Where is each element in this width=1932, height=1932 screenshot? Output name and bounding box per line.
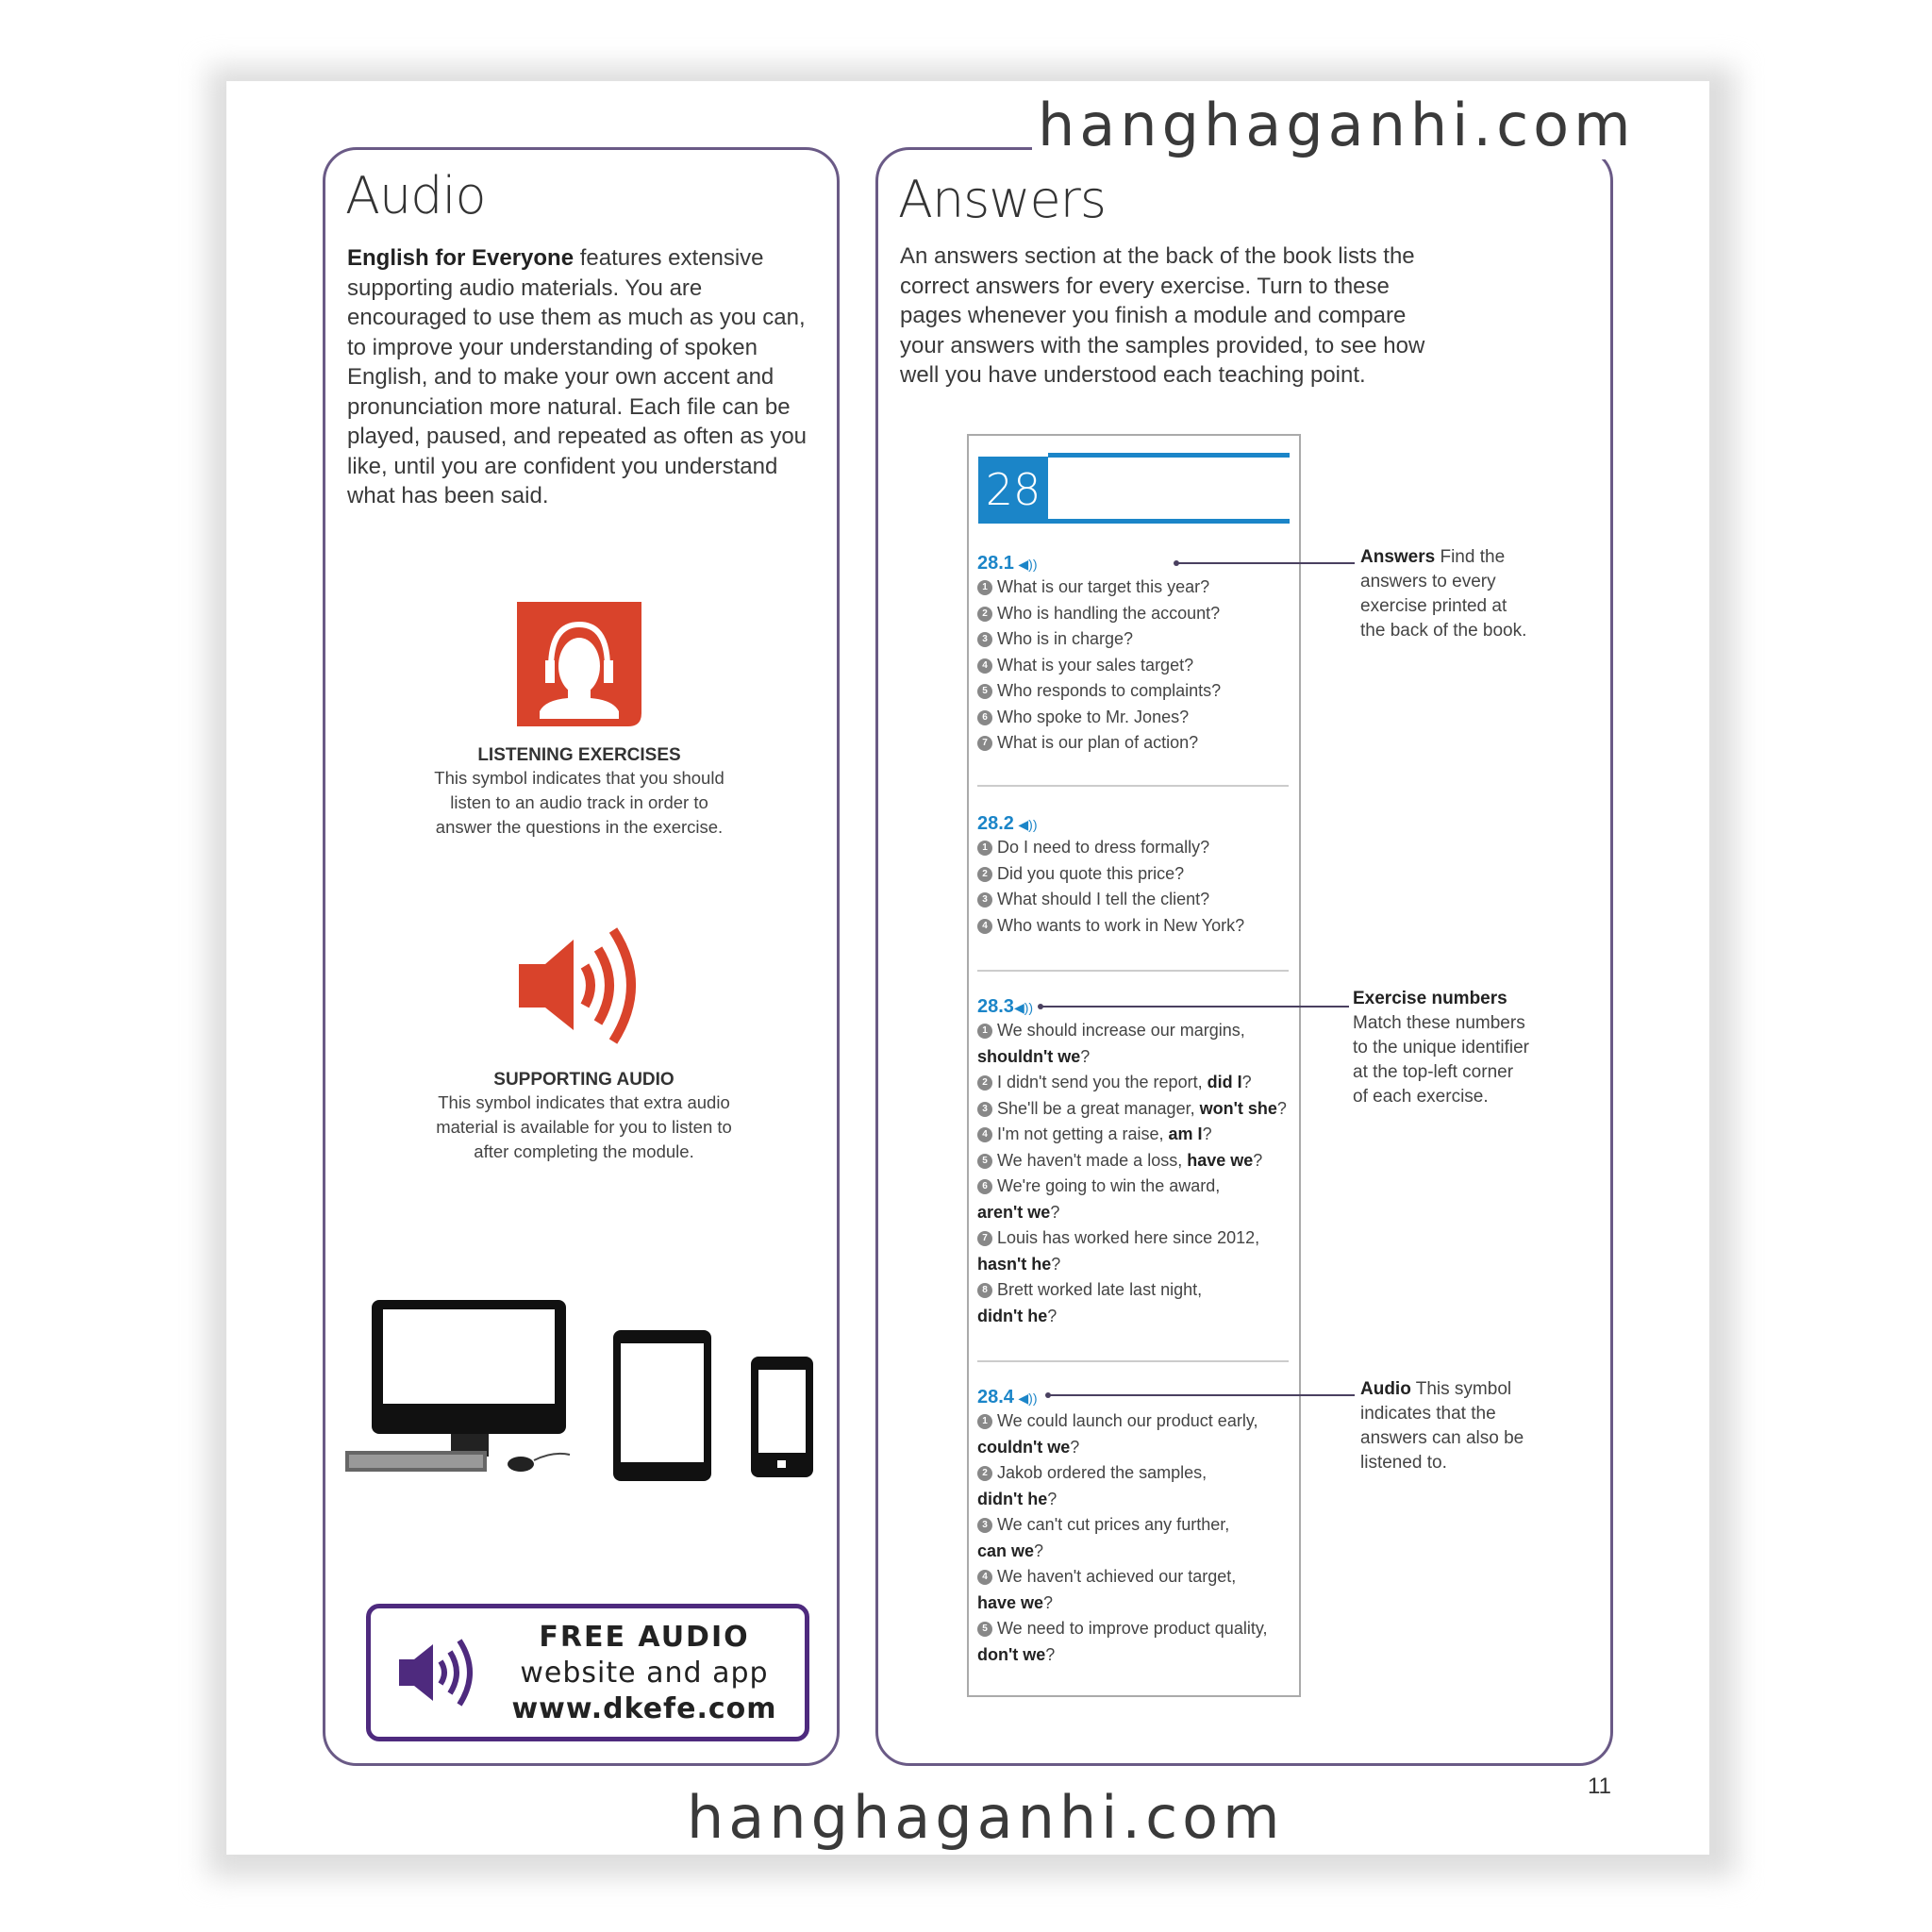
answer-text: What should I tell the client? xyxy=(997,890,1210,908)
number-bullet: 7 xyxy=(977,1231,992,1246)
note-heading: Exercise numbers xyxy=(1353,989,1507,1008)
answer-row xyxy=(977,626,1293,653)
intro-line: An answers section at the back of the book lists the xyxy=(900,243,1415,269)
answers-intro xyxy=(900,242,1560,391)
note-line: at the top-left corner xyxy=(1353,1062,1514,1082)
answer-row: 4 We haven't achieved our target, have we? xyxy=(977,1567,1237,1612)
free-audio-url[interactable]: www.dkefe.com xyxy=(511,1692,777,1725)
note-line: Find the xyxy=(1435,547,1506,567)
answer-text: What is our target this year? xyxy=(997,577,1210,596)
number-bullet: 3 xyxy=(977,1102,992,1117)
unit-header xyxy=(978,453,1290,523)
answer-row xyxy=(977,913,1293,940)
question-tag: can we xyxy=(977,1541,1035,1560)
exercise-28-4 xyxy=(977,1387,1293,1668)
listening-line: listen to an audio track in order to xyxy=(450,792,708,812)
answer-text: We're going to win the award, xyxy=(997,1176,1221,1195)
number-bullet: 4 xyxy=(977,1127,992,1142)
exercise-number: 28.3 xyxy=(977,996,1014,1017)
note-answers xyxy=(1360,545,1577,643)
answer-text: What is your sales target? xyxy=(997,655,1194,675)
listening-line: answer the questions in the exercise. xyxy=(435,817,724,837)
answer-text: We can't cut prices any further, xyxy=(997,1515,1230,1534)
answer-text: We should increase our margins, xyxy=(997,1021,1245,1040)
answer-text: Do I need to dress formally? xyxy=(997,838,1210,857)
note-line: Match these numbers xyxy=(1353,1013,1525,1033)
note-line: This symbol xyxy=(1410,1379,1512,1399)
speaker-icon xyxy=(399,1635,478,1715)
intro-line: what has been said. xyxy=(347,483,549,508)
audio-title: Audio xyxy=(345,166,486,225)
question-tag: won't she xyxy=(1199,1098,1277,1118)
number-bullet: 5 xyxy=(977,684,992,699)
intro-line: played, paused, and repeated as often as you xyxy=(347,424,808,449)
answer-row: 2 I didn't send you the report, did I? xyxy=(977,1070,1293,1096)
answer-row xyxy=(977,705,1293,731)
answer-row: 8 Brett worked late last night, didn't he? xyxy=(977,1280,1203,1325)
question-tag: have we xyxy=(977,1592,1044,1612)
free-audio-subtitle: website and app xyxy=(520,1657,769,1690)
exercise-number: 28.1 xyxy=(977,553,1014,574)
number-bullet: 3 xyxy=(977,892,992,908)
exercise-28-2 xyxy=(977,813,1293,939)
answer-row xyxy=(977,678,1293,705)
answer-row: 7 Louis has worked here since 2012, hasn't he? xyxy=(977,1228,1260,1274)
answer-row: 1 We could launch our product early, couldn't we? xyxy=(977,1411,1258,1457)
answer-row: 6 We're going to win the award, aren't we? xyxy=(977,1176,1221,1222)
listening-line: This symbol indicates that you should xyxy=(434,768,724,788)
number-bullet: 1 xyxy=(977,580,992,595)
question-tag: couldn't we xyxy=(977,1437,1071,1457)
speaker-icon xyxy=(517,924,649,1052)
exercise-number: 28.4 xyxy=(977,1387,1014,1407)
number-bullet: 2 xyxy=(977,1466,992,1481)
intro-line: encouraged to use them as much as you can, xyxy=(347,305,806,330)
answer-text: Who responds to complaints? xyxy=(997,681,1222,700)
question-tag: am I xyxy=(1168,1124,1203,1143)
leader-dot xyxy=(1038,1004,1043,1009)
leader-dot xyxy=(1174,560,1179,566)
answer-row xyxy=(977,601,1293,627)
free-audio-text xyxy=(503,1620,786,1727)
answer-row: 3 We can't cut prices any further, can we? xyxy=(977,1515,1230,1560)
leader-line-answers xyxy=(1177,562,1355,564)
answer-text: We could launch our product early, xyxy=(997,1411,1258,1430)
leader-line-audio xyxy=(1049,1394,1355,1396)
listening-exercises-legend xyxy=(400,745,758,840)
note-exercise-numbers xyxy=(1353,987,1579,1109)
note-heading: Audio xyxy=(1360,1379,1411,1399)
leader-line-exercise-numbers xyxy=(1041,1006,1349,1008)
number-bullet: 4 xyxy=(977,658,992,674)
note-line: to the unique identifier xyxy=(1353,1038,1529,1058)
note-line: answers can also be xyxy=(1360,1428,1524,1448)
page-number: 11 xyxy=(1588,1774,1611,1799)
intro-line: pronunciation more natural. Each file can be xyxy=(347,393,791,420)
note-line: listened to. xyxy=(1360,1453,1447,1473)
note-line: of each exercise. xyxy=(1353,1087,1489,1107)
answer-text: We need to improve product quality, xyxy=(997,1619,1268,1638)
answer-text: Who wants to work in New York? xyxy=(997,915,1245,935)
section-divider xyxy=(977,1360,1289,1362)
desktop-computer-icon xyxy=(345,1300,572,1484)
number-bullet: 8 xyxy=(977,1283,992,1298)
answer-row xyxy=(977,861,1293,888)
note-line: the back of the book. xyxy=(1360,621,1527,641)
intro-line: well you have understood each teaching point. xyxy=(900,362,1366,388)
answer-row: 1 We should increase our margins, shouldn't we? xyxy=(977,1021,1245,1066)
number-bullet: 1 xyxy=(977,841,992,856)
leader-dot xyxy=(1045,1392,1051,1398)
answers-title: Answers xyxy=(898,170,1107,229)
note-heading: Answers xyxy=(1360,547,1436,567)
answer-text: I didn't send you the report, xyxy=(997,1073,1208,1091)
number-bullet: 6 xyxy=(977,710,992,725)
question-tag: hasn't he xyxy=(977,1254,1052,1274)
listening-heading: LISTENING EXERCISES xyxy=(477,745,681,765)
note-line: indicates that the xyxy=(1360,1404,1496,1424)
answer-text: We haven't made a loss, xyxy=(997,1150,1188,1170)
header-rule xyxy=(1048,453,1290,458)
audio-icon: ◀)) xyxy=(1018,557,1038,572)
intro-line: pages whenever you finish a module and compare xyxy=(900,303,1407,328)
supporting-line: This symbol indicates that extra audio xyxy=(438,1092,730,1112)
answer-text: Louis has worked here since 2012, xyxy=(997,1228,1260,1247)
audio-icon: ◀)) xyxy=(1013,1000,1034,1015)
number-bullet: 1 xyxy=(977,1024,992,1039)
audio-intro xyxy=(347,243,828,511)
answer-text: Who is in charge? xyxy=(997,629,1134,648)
note-line: answers to every xyxy=(1360,572,1496,591)
watermark-top: hanghaganhi.com xyxy=(1032,91,1641,159)
intro-bold: English for Everyone xyxy=(347,245,575,271)
supporting-audio-legend xyxy=(400,1070,768,1164)
question-tag: shouldn't we xyxy=(977,1046,1081,1066)
exercise-28-3 xyxy=(977,996,1293,1329)
number-bullet: 1 xyxy=(977,1414,992,1429)
exercise-number: 28.2 xyxy=(977,813,1014,834)
note-audio xyxy=(1360,1377,1577,1475)
number-bullet: 7 xyxy=(977,736,992,751)
headphones-person-icon xyxy=(517,602,641,731)
answer-text: Jakob ordered the samples, xyxy=(997,1463,1208,1482)
number-bullet: 2 xyxy=(977,1075,992,1091)
question-tag: have we xyxy=(1187,1150,1254,1170)
question-tag: don't we xyxy=(977,1644,1046,1664)
intro-line: English, and to make your own accent and xyxy=(347,364,774,390)
answer-text: She'll be a great manager, xyxy=(997,1098,1200,1118)
answer-text: What is our plan of action? xyxy=(997,733,1199,752)
answer-text: Who is handling the account? xyxy=(997,603,1221,623)
number-bullet: 5 xyxy=(977,1622,992,1637)
smartphone-icon xyxy=(751,1357,813,1482)
intro-line: supporting audio materials. You are xyxy=(347,275,703,301)
number-bullet: 5 xyxy=(977,1154,992,1169)
number-bullet: 6 xyxy=(977,1179,992,1194)
supporting-line: after completing the module. xyxy=(474,1141,694,1161)
note-line: exercise printed at xyxy=(1360,596,1507,616)
supporting-heading: SUPPORTING AUDIO xyxy=(493,1070,675,1090)
answer-row: 4 I'm not getting a raise, am I? xyxy=(977,1122,1293,1148)
section-divider xyxy=(977,785,1289,787)
intro-line: your answers with the samples provided, to see how xyxy=(900,332,1425,358)
answer-row xyxy=(977,887,1293,913)
exercise-28-1 xyxy=(977,553,1293,757)
sample-answers-page xyxy=(967,434,1301,1697)
answer-row: 5 We need to improve product quality, don't we? xyxy=(977,1619,1268,1664)
supporting-line: material is available for you to listen to xyxy=(436,1117,732,1137)
question-tag: didn't he xyxy=(977,1306,1048,1325)
answer-row xyxy=(977,835,1293,861)
number-bullet: 4 xyxy=(977,919,992,934)
unit-number: 28 xyxy=(978,457,1048,523)
section-divider xyxy=(977,970,1289,972)
number-bullet: 2 xyxy=(977,607,992,622)
tablet-icon xyxy=(613,1330,711,1486)
answer-row: 3 She'll be a great manager, won't she? xyxy=(977,1096,1293,1123)
answer-text: Brett worked late last night, xyxy=(997,1280,1203,1299)
answer-row xyxy=(977,653,1293,679)
free-audio-heading: FREE AUDIO xyxy=(539,1621,750,1654)
intro-line: correct answers for every exercise. Turn to these xyxy=(900,273,1390,299)
answer-row xyxy=(977,575,1293,601)
intro-line: features extensive xyxy=(574,245,764,271)
watermark-bottom: hanghaganhi.com xyxy=(687,1783,1285,1852)
question-tag: didn't he xyxy=(977,1489,1048,1508)
number-bullet: 4 xyxy=(977,1570,992,1585)
number-bullet: 3 xyxy=(977,632,992,647)
audio-icon: ◀)) xyxy=(1018,1391,1038,1406)
answer-row: 5 We haven't made a loss, have we? xyxy=(977,1148,1293,1174)
question-tag: did I xyxy=(1207,1073,1242,1091)
answer-row xyxy=(977,730,1293,757)
answer-text: Who spoke to Mr. Jones? xyxy=(997,707,1190,726)
answer-row: 2 Jakob ordered the samples, didn't he? xyxy=(977,1463,1208,1508)
free-audio-badge[interactable] xyxy=(366,1604,809,1741)
header-rule xyxy=(978,519,1290,524)
number-bullet: 3 xyxy=(977,1518,992,1533)
answer-text: Did you quote this price? xyxy=(997,863,1185,883)
question-tag: aren't we xyxy=(977,1202,1051,1222)
number-bullet: 2 xyxy=(977,867,992,882)
audio-icon: ◀)) xyxy=(1018,817,1038,832)
intro-line: like, until you are confident you understand xyxy=(347,453,778,479)
answer-text: I'm not getting a raise, xyxy=(997,1124,1169,1143)
answer-text: We haven't achieved our target, xyxy=(997,1567,1237,1586)
intro-line: to improve your understanding of spoken xyxy=(347,334,758,360)
